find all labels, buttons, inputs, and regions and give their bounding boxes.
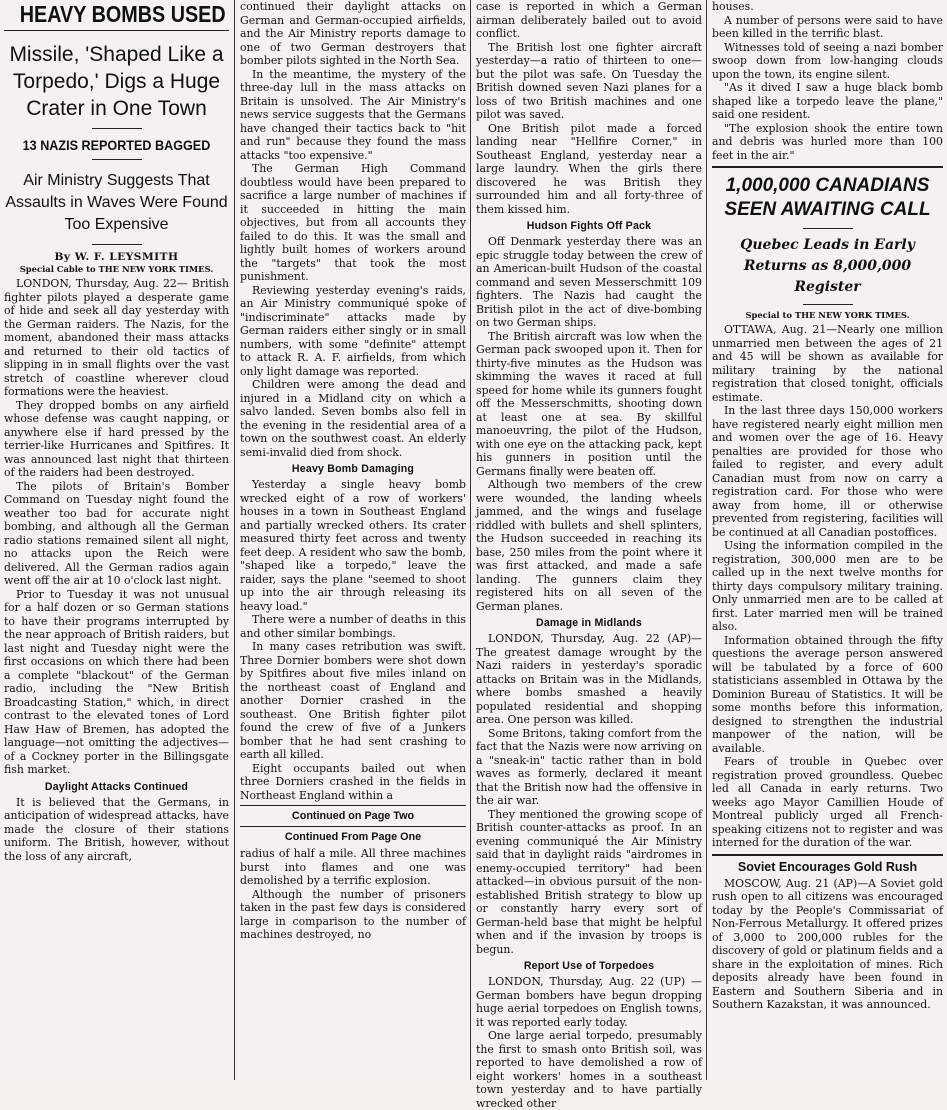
paragraph: case is reported in which a German airman deliberately bailed out to avoid conflict. (476, 0, 702, 40)
byline: By W. F. LEYSMITH (54, 251, 179, 263)
column-4 (708, 0, 947, 1080)
divider (240, 805, 466, 806)
paragraph: Eight occupants bailed out when three Dorniers crashed in the fields in Northeast England within a (240, 761, 466, 802)
soviet-headline: Soviet Encourages Gold Rush (737, 859, 918, 874)
paragraph: The British lost one fighter aircraft yesterday—a ratio of thirteen to one—but the pilot was safe. On Tuesday the British downed seven Nazi planes for a loss of two British machines and one pilot was saved. (476, 40, 702, 121)
paragraph: continued their daylight attacks on German and German-occupied airfields, and the Air Ministry reports damage to one of two German destroyers that bomber pilots sighted in the North Sea. (240, 0, 466, 67)
divider (240, 826, 466, 827)
paragraph: "The explosion shook the entire town and debris was hurled more than 100 feet in the air." (712, 121, 943, 162)
continued-on-label: Continued on Page Two (291, 810, 415, 822)
paragraph: In the last three days 150,000 workers have registered nearly eight million men and women over the age of 16. Heavy penalties are provided for those who failed to register, and every adult Canadian must from now on carry a registration card. For those who were away from home, ill or otherwise prevented from registering, facilities will be continued at all Canadian postoffices. (712, 404, 943, 539)
subhead-torpedoes: Report Use of Torpedoes (523, 960, 655, 972)
paragraph: Using the information compiled in the registration, 300,000 men are to be called up in the next twelve months for thirty days compulsory military training. Only unmarried men are to be called at first. Later married men will be trained also. (712, 539, 943, 633)
paragraph: "As it dived I saw a huge black bomb shaped like a torpedo leave the plane," said one resident. (712, 81, 943, 121)
paragraph: One large aerial torpedo, presumably the first to smash onto British soil, was reported to have demolished a row of eight workers' homes in a southeast town yesterday and to have partially wrecked other (476, 1029, 702, 1110)
paragraph: houses. (712, 0, 754, 13)
paragraph: LONDON, Thursday, Aug. 22— British fighter pilots played a desperate game of hide and seek all day yesterday with the German raiders. The Nazis, for the moment, abandoned their mass attacks and returned to their old tactics of slipping in in small flights over the vast stretch of coastline wherever cloud formations were the heaviest. (4, 277, 229, 398)
paragraph: Although the number of prisoners taken in the past few days is considered large in comparison to the number of machines destroyed, no (240, 887, 466, 941)
paragraph: There were a number of deaths in this and other similar bombings. (240, 613, 466, 640)
paragraph: One British pilot made a forced landing near "Hellfire Corner," in Southeast England, yesterday near a large laundry. When the girls there discovered he was British they surrounded him and all forty-three of them kissed him. (476, 121, 702, 216)
canada-headline: 1,000,000 CANADIANS SEEN AWAITING CALL (724, 175, 931, 220)
headline-deck-2: 13 NAZIS REPORTED BAGGED (22, 137, 211, 153)
main-headline: HEAVY BOMBS USED (19, 1, 226, 27)
divider (803, 304, 853, 305)
subhead-midlands: Damage in Midlands (535, 617, 643, 629)
paragraph: LONDON, Thursday, Aug. 22 (UP) —German bombers have begun dropping huge aerial torpedoes on English towns, it was reported early today. (476, 975, 702, 1029)
divider (92, 244, 142, 245)
credit-line: Special Cable to THE NEW YORK TIMES. (19, 264, 214, 274)
paragraph: MOSCOW, Aug. 21 (AP)—A Soviet gold rush open to all citizens was encouraged today by the People's Commissariat of Non-Ferrous Metallurgy. It offered prizes of 3,000 to 200,000 rubles for the discovery of gold or platinum fields and a share in the exploitation of mines. Rich deposits already have been found in Eastern and Southern Siberia and in Southern Kazakstan, it was announced. (712, 876, 943, 1011)
continued-from-label: Continued From Page One (284, 831, 422, 843)
paragraph: Reviewing yesterday evening's raids, an Air Ministry communiqué spoke of "indiscriminate" attacks made by German raiders either singly or in small numbers, with some "definite" attempt to attack R. A. F. airfields, from which only light damage was reported. (240, 283, 466, 378)
subhead-daylight: Daylight Attacks Continued (44, 780, 189, 793)
paragraph: OTTAWA, Aug. 21—Nearly one million unmarried men between the ages of 21 and 45 will be shown as available for military training by the national registration that closed tonight, officials estimate. (712, 323, 943, 404)
headline-deck-3: Air Ministry Suggests That Assaults in Waves Were Found Too Expensive (5, 172, 228, 233)
paragraph: They mentioned the growing scope of British counter-attacks as proof. In an evening communiqué the Air Ministry said that in daylight raids "airdromes in enemy-occupied territory" had been attacked—in obvious pursuit of the non-established British strategy to blow up or constantly harry every sort of German-held base that might be helpful when and if the invasion by troops is begun. (476, 807, 702, 956)
paragraph: Information obtained through the fifty questions the average person answered will be tabulated by a force of 600 statisticians assembled in Ottawa by the Dominion Bureau of Statistics. It will be some months before this information, designed to strengthen the industrial manpower of the nation, will be available. (712, 633, 943, 755)
paragraph: Off Denmark yesterday there was an epic struggle today between the crew of an American-built Hudson of the coastal command and seven Messerschmitt 109 fighters. The Nazis had caught the British pilot in the act of dive-bombing on two German ships. (476, 235, 702, 329)
column-3 (472, 0, 706, 1110)
paragraph: Children were among the dead and injured in a Midland city on which a salvo landed. Seven bombs also fell in the evening in the residential area of a town on the southwest coast. An elderly semi-invalid died from shock. (240, 378, 466, 459)
divider (92, 159, 142, 160)
divider (712, 854, 943, 856)
headline-deck-1: Missile, 'Shaped Like a Torpedo,' Digs a Huge Crater in One Town (9, 43, 224, 120)
paragraph: In many cases retribution was swift. Three Dornier bombers were shot down by Spitfires about five miles inland on the northeast coast of England and another Dornier crashed in the southeast. One British fighter pilot found the crew of five of a Junkers bomber that he had sent crashing to earth all killed. (240, 640, 466, 761)
paragraph: radius of half a mile. All three machines burst into flames and one was demolished by a terrific explosion. (240, 847, 466, 887)
divider (803, 228, 853, 229)
column-2 (236, 0, 470, 1080)
paragraph: They dropped bombs on any airfield whose defense was caught napping, or anywhere else if hard pressed by the terrier-like Hurricanes and Spitfires. It was announced last night that thirteen of the raiders had been destroyed. (4, 398, 229, 479)
canada-deck: Quebec Leads in Early Returns as 8,000,000 Register (740, 237, 915, 295)
divider (4, 30, 229, 31)
subhead-heavy-bomb: Heavy Bomb Damaging (291, 463, 415, 475)
subhead-hudson: Hudson Fights Off Pack (526, 220, 652, 232)
divider (92, 128, 142, 129)
column-rule (470, 0, 471, 1080)
column-rule (234, 0, 235, 1080)
paragraph: LONDON, Thursday, Aug. 22 (AP)— The greatest damage wrought by the Nazi raiders in yesterday's sporadic attacks on Britain was in the Midlands, where bombs smashed a heavily populated residential and shopping area. One person was killed. (476, 632, 702, 726)
column-rule (706, 0, 707, 1080)
paragraph: The German High Command doubtless would have been prepared to sacrifice a large number of machines if it succeeded in hitting the main objectives, but from all accounts they failed to do this. It was the small and lightly built homes of workers around the "targets" that took the most punishment. (240, 162, 466, 283)
divider (712, 166, 943, 168)
paragraph: In the meantime, the mystery of the three-day lull in the mass attacks on Britain is unsolved. The Air Ministry's news service suggests that the Germans have changed their tactics back to "hit and run" because they found the mass attacks "too expensive." (240, 67, 466, 162)
paragraph: Witnesses told of seeing a nazi bomber swoop down from low-hanging clouds upon the town, its engine silent. (712, 40, 943, 81)
paragraph: Yesterday a single heavy bomb wrecked eight of a row of workers' houses in a town in Southeast England and partially wrecked others. Its crater measured thirty feet across and twenty feet deep. A resident who saw the bomb, "shaped like a torpedo," leave the raider, says the plane "seemed to shoot up into the air through releasing its heavy load." (240, 478, 466, 613)
paragraph: Some Britons, taking comfort from the fact that the Nazis were now arriving on a "sneak-in" tactic rather than in bold waves as formerly, declared it meant that the British now had the offensive in the air war. (476, 726, 702, 807)
credit-line: Special to THE NEW YORK TIMES. (745, 310, 910, 320)
paragraph: The pilots of Britain's Bomber Command on Tuesday night found the weather too bad for accurate night bombing, and although all the German radio stations remained silent all night, no attacks upon the Reich were delivered. All the German radios again went off the air at 10 o'clock last night. (4, 479, 229, 587)
paragraph: It is believed that the Germans, in anticipation of widespread attacks, have made the closure of their stations uniform. The British, however, without the loss of any aircraft, (4, 795, 229, 863)
paragraph: Although two members of the crew were wounded, the landing wheels jammed, and the wings and fuselage riddled with bullets and shell splinters, the Hudson succeeded in reaching its base, 250 miles from the point where it was first attacked, and made a safe landing. The gunners claim they registered hits on all seven of the German planes. (476, 478, 702, 613)
paragraph: Fears of trouble in Quebec over registration proved groundless. Quebec led all Canada in early returns. Two weeks ago Mayor Camillien Houde of Montreal publicly urged all French-speaking citizens not to register and was interned for the duration of the war. (712, 755, 943, 849)
paragraph: A number of persons were said to have been killed in the terrific blast. (712, 13, 943, 40)
column-1 (0, 0, 233, 1080)
paragraph: Prior to Tuesday it was not unusual for a half dozen or so German stations to have their programs interrupted by the near approach of British raiders, but last night and Tuesday night were the first occasions on which there had been a complete "blackout" of the German radio, including the "New British Broadcasting Station," which, in direct contrast to the elevated tones of Lord Haw Haw of Bremen, has adopted the language—not omitting the adjectives—of a Cockney porter in the Billingsgate fish market. (4, 587, 229, 776)
paragraph: The British aircraft was low when the German pack swooped upon it. Then for thirty-five minutes as the Hudson was skimming the waves it raced at full speed for home while its gunners fought off the Messerschmitts, shooting down at least one at sea. By skillful manoeuvring, the pilot of the Hudson, with one eye on the attacking pack, kept his gunners in position until the Germans finally were beaten off. (476, 329, 702, 478)
